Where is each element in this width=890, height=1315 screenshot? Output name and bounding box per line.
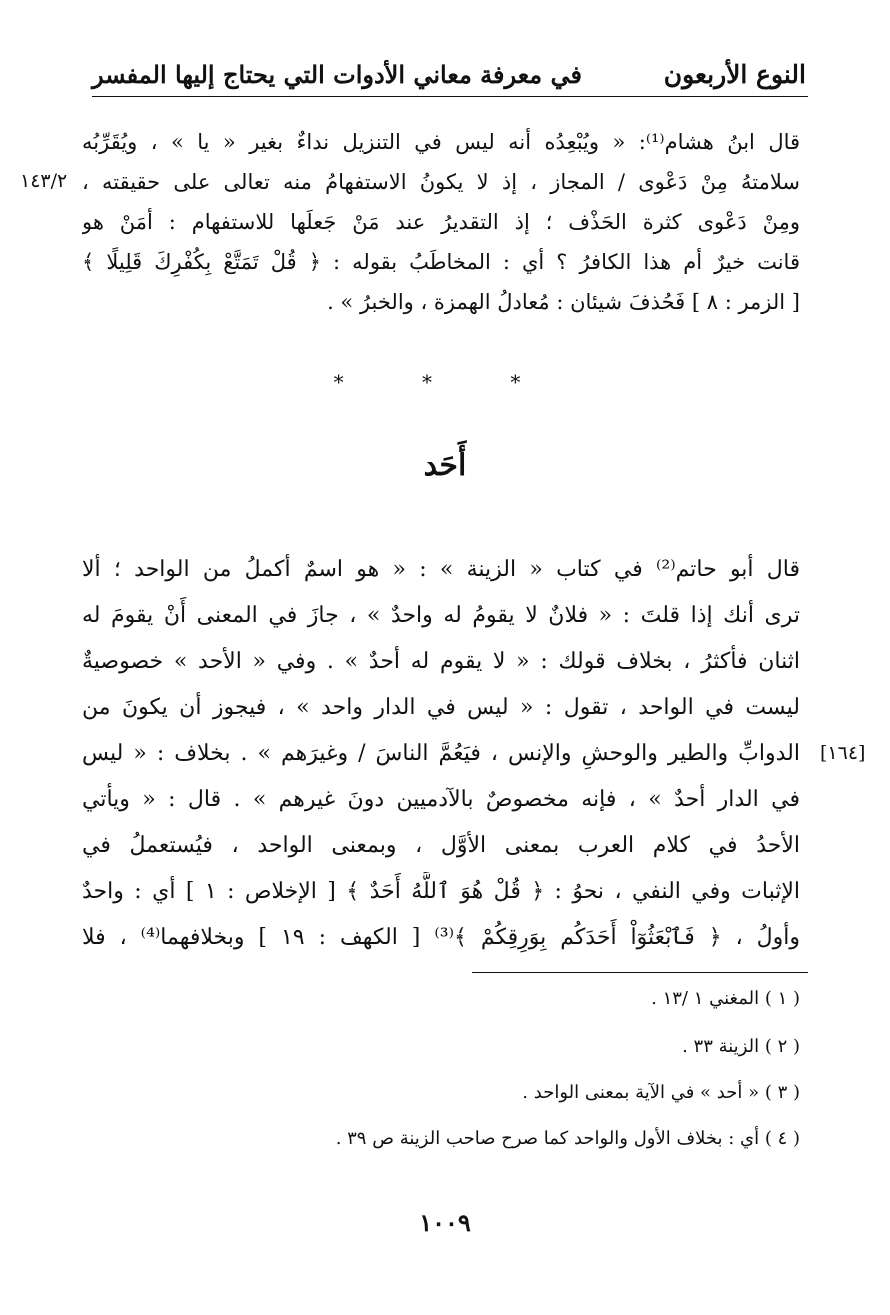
text-line: قال أبو حاتم⁽²⁾ في كتاب « الزينة » : « هو اسمٌ أكملُ من الواحد ؛ ألا: [82, 557, 800, 582]
text-line: ترى أنك إذا قلتَ : « فلانٌ لا يقومُ له واحدٌ » ، جازَ في المعنى أَنْ يقومَ له: [82, 603, 800, 628]
text-line: الدوابِّ والطير والوحشِ والإنس ، فيَعُمَّ الناسَ / وغيرَهم » . بخلاف : « ليس: [82, 741, 800, 766]
chapter-heading: النوع الأربعون: [663, 60, 806, 89]
text-line: اثنان فأكثرُ ، بخلاف قولك : « لا يقوم له أحدٌ » . وفي « الأحد » خصوصيةٌ: [82, 649, 800, 674]
section-title: أَحَد: [423, 448, 467, 483]
text-line: ليست في الواحد ، تقول : « ليس في الدار واحد » ، فيجوز أن يكونَ من: [82, 695, 800, 720]
text-line: سلامتهُ مِنْ دَعْوى / المجاز ، إذ لا يكونُ الاستفهامُ منه تعالى على حقيقته ،: [82, 170, 800, 194]
text-line: [ الزمر : ٨ ] فَحُذفَ شيئان : مُعادلُ الهمزة ، والخبرُ » .: [327, 290, 800, 314]
footnote: ( ٢ ) الزينة ٣٣ .: [682, 1036, 800, 1057]
footnote-rule: [472, 972, 808, 973]
text-line: قانت خيرٌ أم هذا الكافرُ ؟ أي : المخاطَبُ بقوله : ﴿ قُلْ تَمَتَّعْ بِكُفْرِكَ قَلِيلًا ﴾: [82, 250, 800, 274]
text-line: وأولُ ، ﴿ فَٱبْعَثُوٓاْ أَحَدَكُم بِوَرِقِكُمْ ﴾⁽³⁾ [ الكهف : ١٩ ] وبخلافهما⁽⁴⁾ ، فلا: [82, 925, 800, 950]
section-separator: * * *: [333, 370, 557, 394]
margin-page-reference: [١٦٤]: [820, 742, 866, 764]
header-rule: [92, 96, 808, 97]
text-line: في الدار أحدٌ » ، فإنه مخصوصٌ بالآدميين دونَ غيرهم » . قال : « ويأتي: [82, 787, 800, 812]
page-number: ١٠٠٩: [419, 1208, 471, 1237]
footnote: ( ٤ ) أي : بخلاف الأول والواحد كما صرح صاحب الزينة ص ٣٩ .: [335, 1128, 800, 1149]
text-line: الإثبات وفي النفي ، نحوُ : ﴿ قُلْ هُوَ ٱللَّهُ أَحَدٌ ﴾ [ الإخلاص : ١ ] أي : واحدٌ: [82, 879, 800, 904]
text-line: ومِنْ دَعْوى كثرة الحَذْف ؛ إذ التقديرُ عند مَنْ جَعلَها للاستفهام : أمَنْ هو: [82, 210, 800, 234]
text-line: الأحدُ في كلام العرب بمعنى الأوَّل ، وبمعنى الواحد ، فيُستعملُ في: [82, 833, 800, 858]
margin-page-reference: ١٤٣/٢: [20, 170, 68, 192]
text-line: قال ابنُ هشام⁽¹⁾: « ويُبْعِدُه أنه ليس في التنزيل نداءٌ بغير « يا » ، ويُقَرِّبُه: [82, 130, 800, 154]
running-header: [92, 58, 806, 98]
running-title: في معرفة معاني الأدوات التي يحتاج إليها المفسر: [92, 60, 582, 89]
footnote: ( ٣ ) « أحد » في الآية بمعنى الواحد .: [522, 1082, 800, 1103]
footnote: ( ١ ) المغني ١ /١٣ .: [651, 988, 800, 1009]
